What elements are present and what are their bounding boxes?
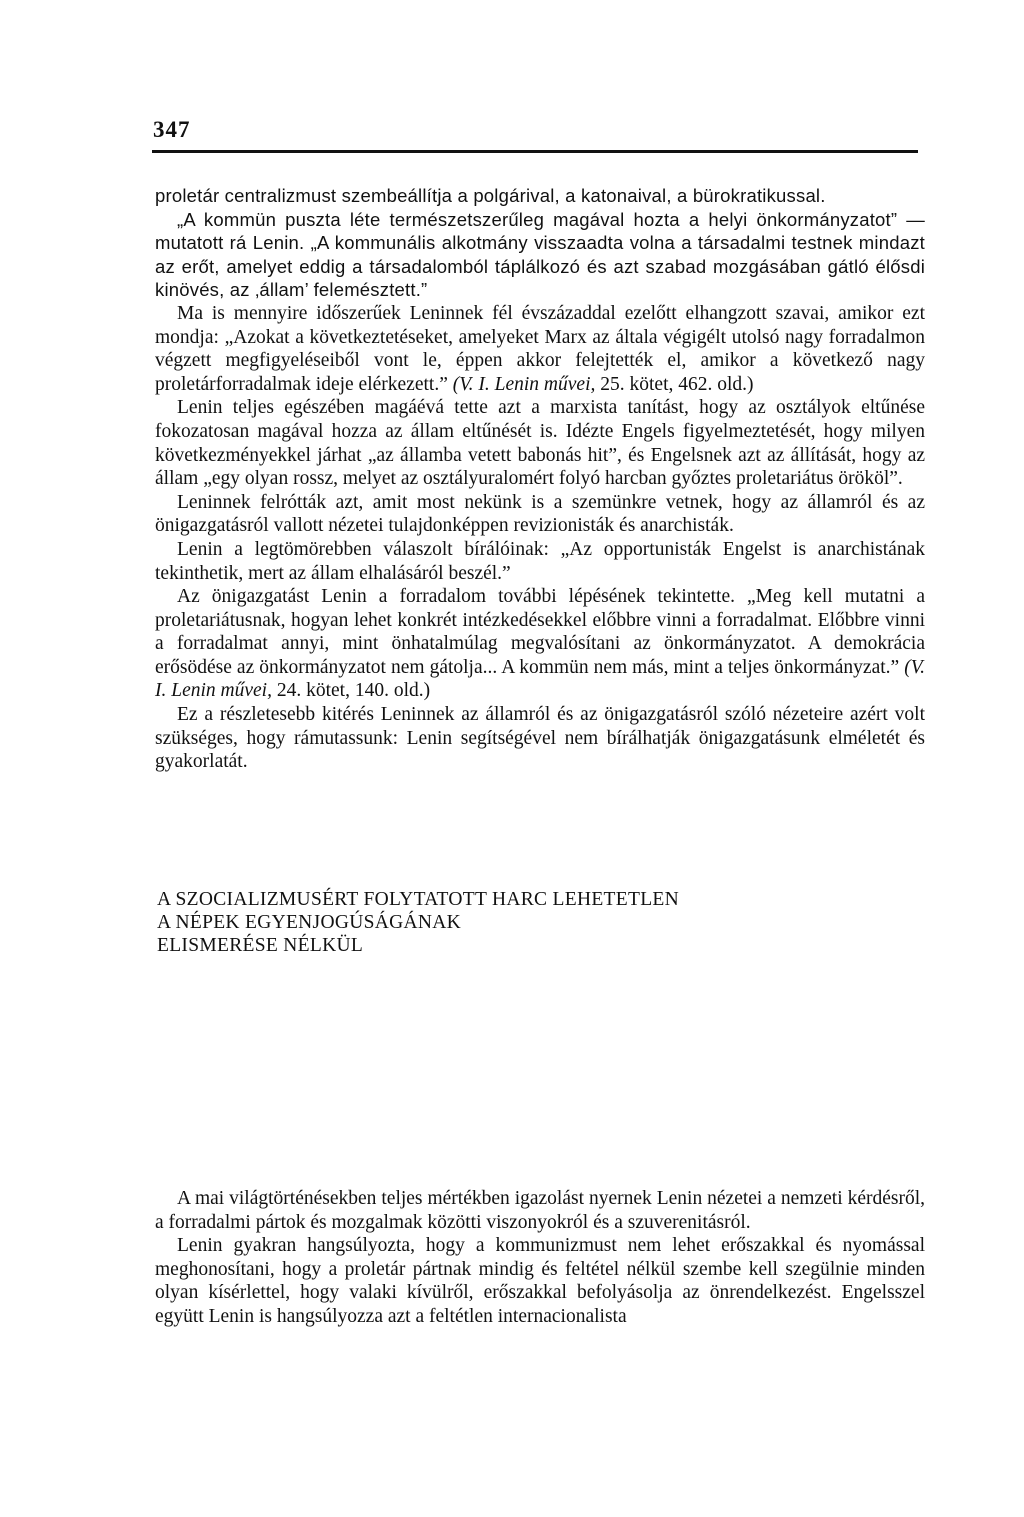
paragraph-timeliness-text: Ma is mennyire időszerűek Leninnek fél évszázaddal ezelőtt elhangzott szavai, amikor ezt mondja: „Azokat a következtetéseket, amelyeket Marx az általa végigélt utolsó nagy forradalmon végzett megfigyeléseiből vont le, éppen akkor felejtették el, amikor a következő nagy proletárforradalmak ideje elérkezett.” — [155, 302, 925, 395]
paragraph-commune-quote: „A kommün puszta léte természetszerűleg magával hozta a helyi önkormányzatot” — mutatott rá Lenin. „A kommunális alkotmány visszaadta volna a társadalmi testnek mindazt az erőt, amelyet eddig a társadalomból táplálkozó és azt szabad mozgásában gátló élősdi kinövés, az ‚állam’ felemésztett.” — [155, 208, 925, 301]
citation-volume-25: 25. kötet, 462. old.) — [595, 373, 754, 395]
paragraph-state-withering: Lenin teljes egészében magáévá tette azt a marxista tanítást, hogy az osztályok eltűnése fokozatosan magával hozza az állam eltűnését is. Idézte Engels figyelmeztetését, hogy milyen következményekkel járhat „az államba vetett babonás hit”, és Engelsnek azt az állítását, hogy az állam „egy olyan rossz, melyet az osztályuralomért folyó harcban győztes proletariátus örököl”. — [155, 397, 925, 490]
section-heading-line-1: A SZOCIALIZMUSÉRT FOLYTATOTT HARC LEHETETLEN — [157, 889, 679, 910]
section-heading-line-3: ELISMERÉSE NÉLKÜL — [157, 935, 364, 956]
section-lenin-state — [155, 184, 925, 774]
section-heading-line-2: A NÉPEK EGYENJOGÚSÁGÁNAK — [157, 912, 462, 933]
paragraph-self-determination: Lenin gyakran hangsúlyozta, hogy a kommunizmust nem lehet erőszakkal és nyomással meghonosítani, hogy a proletár pártnak mindig és feltétel nélkül szembe kell szegülnie minden olyan kísérlettel, hogy valaki kívülről, erőszakkal befolyásolja az önrendelkezést. Engelsszel együtt Lenin is hangsúlyozza azt a feltétlen internacionalista — [155, 1235, 925, 1327]
header-rule — [152, 150, 918, 153]
section-heading — [157, 888, 927, 957]
paragraph-national-question: A mai világtörténésekben teljes mértékben igazolást nyernek Lenin nézetei a nemzeti kérdésről, a forradalmi pártok és mozgalmak közötti viszonyokról és a szuverenitásról. — [155, 1188, 925, 1233]
paragraph-self-management — [155, 585, 925, 703]
paragraph-self-management-text: Az önigazgatást Lenin a forradalom további lépésének tekintette. „Meg kell mutatni a proletariátusnak, hogyan lehet konkrét intézkedésekkel előbbre vinni a forradalmat. Előbbre vinni a forradalmat annyi, mint önhatalmúlag megvalósítani az önkormányzatot. A demokrácia erősödése az önkormányzatot nem gátolja... A kommün nem más, mint a teljes önkormányzat.” — [155, 586, 925, 678]
citation-lenin-works-25: (V. I. Lenin művei, — [452, 373, 596, 395]
paragraph-timeliness — [155, 302, 925, 396]
paragraph-opportunists-reply: Lenin a legtömörebben válaszolt bírálóinak: „Az opportunisták Engelst is anarchistának tekinthetik, mert az állam elhalásáról beszél.” — [155, 538, 925, 584]
citation-volume-24: 24. kötet, 140. old.) — [271, 680, 431, 702]
paragraph-digression-conclusion: Ez a részletesebb kitérés Leninnek az államról és az önigazgatásról szóló nézeteire azért volt szükséges, hogy rámutassunk: Lenin segítségével nem bírálhatják önigazgatásunk elméletét és gyakorlatát. — [155, 704, 925, 773]
page-number: 347 — [153, 117, 191, 142]
citation-lenin-works-24: (V. I. Lenin művei, — [155, 656, 925, 702]
section-national-question — [155, 1187, 925, 1329]
paragraph-proletarian-centralism: proletár centralizmust szembeállítja a polgárival, a katonaival, a bürokratikussal. — [155, 185, 826, 206]
paragraph-revisionism-charge: Leninnek felrótták azt, amit most nekünk is a szemünkre vetnek, hogy az államról és az önigazgatásról vallott nézetei tulajdonképpen revizionisták és anarchisták. — [155, 491, 925, 537]
